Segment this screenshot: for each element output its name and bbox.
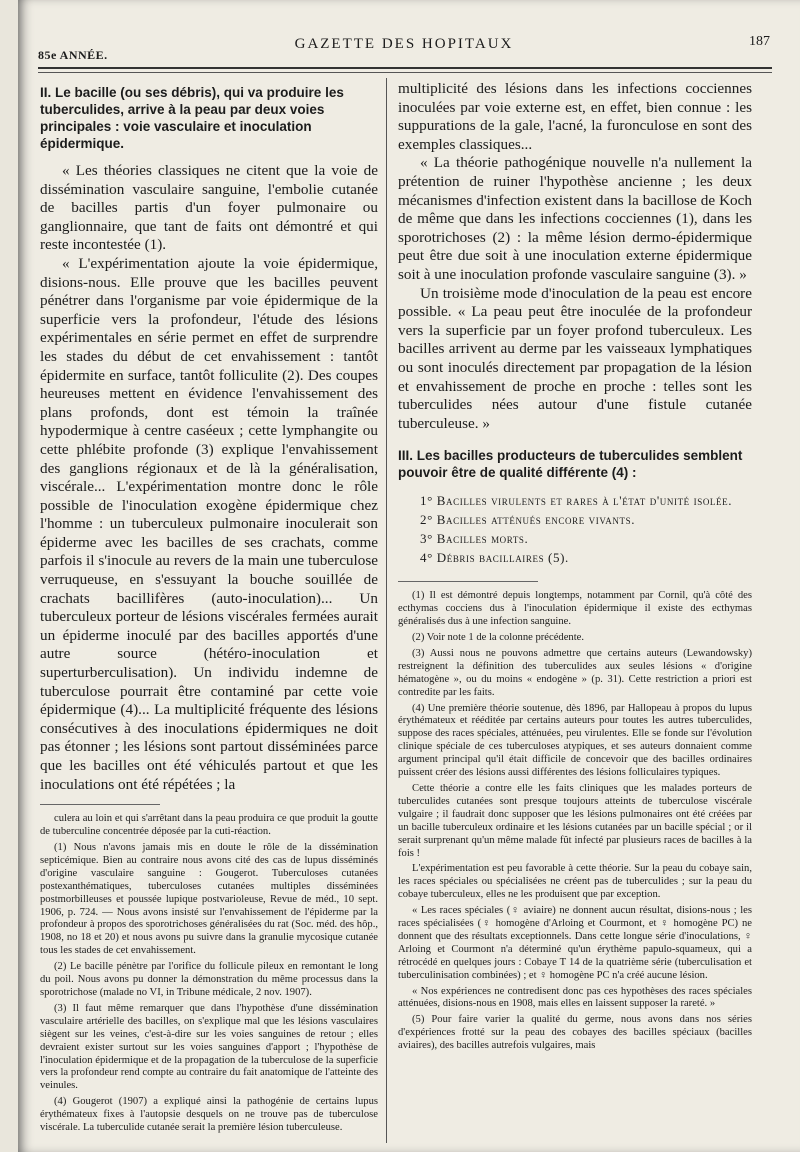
paragraph: « La théorie pathogénique nouvelle n'a nullement la prétention de ruiner l'hypothèse ancienne ; les deux mécanismes d'infection existent dans la bacillose de Koch de même que dans les infections cocciennes (1), dans les sporotrichoses (2) : la même lésion dermo-épidermique peut être due soit à une inoculation externe épidermique soit à une inoculation profonde vasculaire sanguine (3). »: [398, 154, 752, 283]
right-column: [398, 80, 752, 1056]
right-footnotes: [398, 590, 752, 1053]
paragraph: multiplicité des lésions dans les infections cocciennes inoculées par voie externe est, en effet, bien connue : les suppurations de la gale, l'acné, la furonculose en sont des exemples classiques...: [398, 80, 752, 153]
footnote: (3) Aussi nous ne pouvons admettre que certains auteurs (Lewandowsky) restreignent la définition des tuberculides aux seules lésions « d'origine hématogène », ou du moins « endogène » (p. 31). Cette restriction a priori est contredite par les faits.: [398, 647, 752, 698]
footnote: « Nos expériences ne contredisent donc pas ces hypothèses des races spéciales atténuées, disions-nous en 1908, mais elles en laissent supposer la rareté. »: [398, 985, 752, 1010]
left-column: [40, 80, 378, 1138]
footnote: (1) Il est démontré depuis longtemps, notamment par Cornil, qu'à côté des ecthymas cocciens dus à l'inoculation épidermique il existe des ecthymas généralisés dus à une infection sanguine.: [398, 590, 752, 628]
paragraph: « L'expérimentation ajoute la voie épidermique, disions-nous. Elle prouve que les bacilles peuvent pénétrer dans l'organisme par voie épidermique de la superficie vers la profondeur, l'étude des lésions expérimentales en série permet en effet de surprendre les stades du début de cet envahissement : tantôt épidermite en surface, tantôt folliculite (2). Des coupes heureuses mettent en évidence l'envahissement des plans profonds, dont est témoin la traînée hypodermique à centre caséeux ; cette lymphangite ou cette phlébite profonde (3) explique l'envahissement des ganglions régionaux et de là la généralisation, viscérale... L'expérimentation montre donc le rôle possible de l'inoculation exogène épidermique chez l'homme : un tuberculeux pulmonaire inoculerait son épiderme avec les bacilles de ses crachats, comme parfois il s'inocule au revers de la main une tuberculose verruqueuse, en s'essuyant la bouche souillée de crachats bacillifères (auto-inoculation)... Un tuberculeux porteur de lésions viscérales fermées aurait un épiderme inoculé par des bacilles apportés d'une autre source (hétéro-inoculation et superturberculisation). Un individu indemne de tuberculose pourrait être contaminé par cette voie épidermique (4)... La multiplicité fréquente des lésions consécutives à des inoculations épidermiques ne doit pas étonner ; les lésions sont partout disséminées parce que les bacilles ont été véhiculés partout et que les inoculations ont été répétées ; la: [40, 254, 378, 793]
paragraph: « Les théories classiques ne citent que la voie de dissémination vasculaire sanguine, l'embolie cutanée de bacilles partis d'un foyer pulmonaire ou ganglionnaire, que tant de faits ont démontré et qui reste incontestée (1).: [40, 162, 378, 254]
footnote: L'expérimentation est peu favorable à cette théorie. Sur la peau du cobaye sain, les races spéciales ou spécialisées ne créent pas de tuberculides ; sur la peau du cobaye tuberculeux, elles ne les produisent que par exception.: [398, 863, 752, 901]
paragraph: Un troisième mode d'inoculation de la peau est encore possible. « La peau peut être inoculée de la profondeur vers la superficie par un foyer profond tuberculeux. Les bacilles arrivent au derme par les vaisseaux lymphatiques ou sont inoculés directement par propagation de la lésion et envahissement de proche en proche : telles sont les tuberculides nées autour d'une fistule cutanée tuberculeuse. »: [398, 284, 752, 432]
page-header: [38, 28, 770, 68]
header-rule-thin: [38, 72, 772, 73]
left-footnotes: [40, 813, 378, 1135]
left-body: [40, 162, 378, 794]
footnote: (5) Pour faire varier la qualité du germe, nous avons dans nos séries d'expériences frotté sur la peau des cobayes des bacilles spéciaux (bacilles aviaires), des bacilles autrefois vulgaires, mais: [398, 1014, 752, 1052]
footnote: (2) Le bacille pénètre par l'orifice du follicule pileux en remontant le long du poil. Nous avons pu donner la démonstration du même processus dans la sporotrichose (malade no VI, in Tribune médicale, 2 nov. 1907).: [40, 961, 378, 998]
footnote: (2) Voir note 1 de la colonne précédente.: [412, 632, 584, 643]
header-rule: [38, 67, 772, 69]
list-item: 2° Bacilles atténués encore vivants.: [420, 512, 636, 528]
list-item: 4° Débris bacillaires (5).: [420, 550, 569, 566]
footnote: (1) Nous n'avons jamais mis en doute le rôle de la dissémination septicémique. Bien au contraire nous avons cité des cas de lupus disséminés d'origine vasculaire sanguine : Gougerot. Tuberculoses cutanées postexanthématiques, tuberculoses cutanées multiples disséminées postmorbilleuses et poussée lupique postvariolеuse, Revue de méd., 10 sept. 1906, p. 724. — Nous avons insisté sur l'envahissement de l'épiderme par la profondeur à propos des sporotrichoses généralisées du rat (Soc. méd. des hôp., 1908, no 18 et 20) et nous avons pu suivre dans la granulie mycosique cutanée tous les stades de cet envahissement.: [40, 842, 378, 957]
column-divider: [386, 78, 387, 1143]
footnote: Cette théorie a contre elle les faits cliniques que les malades porteurs de tuberculides cutanées sont presque toujours atteints de tuberculose viscérale vulgaire ; il faudrait donc supposer que les lésions pulmonaires ont été créées par un bacille tuberculeux ordinaire et les lésions cutanées par un bacille spécial ; or il serait surprenant qu'un même malade fût infecté par plusieurs races de bacilles à la fois !: [398, 782, 752, 859]
footnote: « Les races spéciales (♀ aviaire) ne donnent aucun résultat, disions-nous ; les races spécialisées (♀ homogène d'Arloing et Courmont, et ♀ homogène PC) ne donnent que des résultats exceptionnels. Dans cette longue série d'inoculations, ♀ Arloing et Courmont n'a déterminé qu'un érythème papulo-squameux, qui a rétrocédé en quelques jours : Cobaye T 14 de la quatrième série (tuberculisation et tuberculinisation combinées) ; et ♀ homogène PC n'a créé aucune lésion.: [398, 905, 752, 981]
right-body: [398, 80, 752, 433]
footnote: culera au loin et qui s'arrêtant dans la peau produira ce que produit la goutte de tuberculine concentrée déposée par la cuti-réaction.: [40, 813, 378, 838]
section-heading-ii: II. Le bacille (ou ses débris), qui va produire les tuberculides, arrive à la peau par deux voies principales : voie vasculaire et inoculation épidermique.: [40, 85, 344, 151]
bacilli-list: [398, 491, 752, 567]
footnote: (4) Gougerot (1907) a expliqué ainsi la pathogénie de certains lupus érythémateux fixes à l'autopsie desquels on ne trouve pas de tuberculose viscérale. La tuberculide cutanée serait la première lésion tuberculeuse.: [40, 1096, 378, 1134]
section-heading-iii: III. Les bacilles producteurs de tuberculides semblent pouvoir être de qualité différente (4) :: [398, 448, 743, 481]
footnote-rule: [398, 581, 538, 582]
footnote-rule: [40, 804, 160, 805]
footnote: (3) Il faut même remarquer que dans l'hypothèse d'une dissémination vasculaire artérielle des bacilles, on s'explique mal que les lésions vasculaires siègent sur les veines, c'est-à-dire sur les voies sanguines de retour ; elles devraient exister surtout sur les voies sanguines d'apport ; l'hypothèse de l'inoculation épidermique et de la propagation de la tuberculose de la superficie vers la profondeur rend compte au contraire du fait anatomique de l'atteinte des veinules.: [40, 1002, 378, 1092]
footnote: (4) Une première théorie soutenue, dès 1896, par Hallopeau à propos du lupus érythémateux et rééditée par certains auteurs pour toutes les autres tuberculides, suppose des races spéciales, atténuées, peu virulentes. Elle se fonde sur l'évolution clinique spéciale de ces tuberculoses atypiques, et ses auteurs donnaient comme argument principal qu'il était difficile de concevoir que des bacilles ordinaires puissent créer des lésions aussi différentes des lésions folliculaires typiques.: [398, 702, 752, 779]
volume-label: 85e ANNÉE.: [38, 48, 108, 62]
journal-title: GAZETTE DES HOPITAUX: [294, 36, 514, 52]
list-item: 3° Bacilles morts.: [420, 531, 529, 547]
list-item: 1° Bacilles virulents et rares à l'état d'unité isolée.: [420, 493, 733, 509]
page-number: 187: [749, 34, 770, 49]
